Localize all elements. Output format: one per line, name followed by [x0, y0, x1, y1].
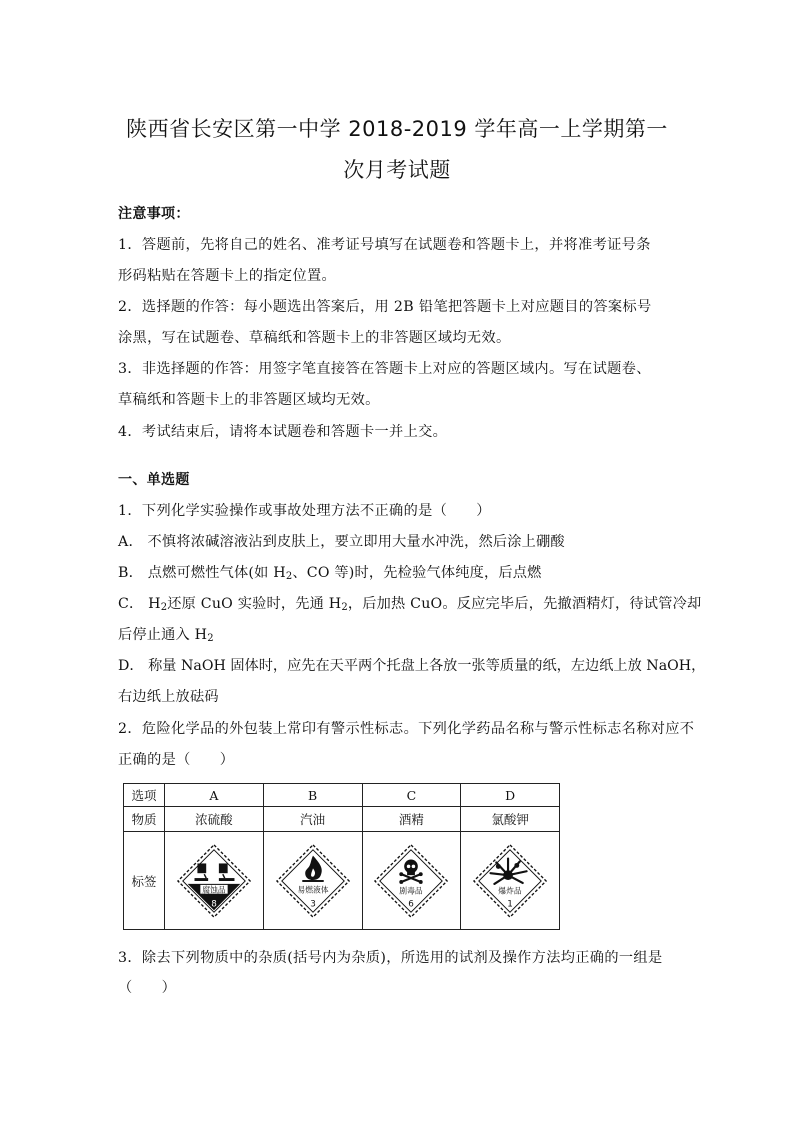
label-number: 3 — [309, 898, 316, 909]
skull-icon — [372, 842, 450, 920]
question-2-stem: 2．危险化学品的外包装上常印有警示性标志。下列化学药品名称与警示性标志名称对应不 — [118, 721, 695, 737]
question-1-option-c-cont: 后停止通入 $H_2$ — [118, 627, 214, 644]
question-3-stem: 3．除去下列物质中的杂质(括号内为杂质)，所选用的试剂及操作方法均正确的一组是 — [118, 950, 663, 966]
substance-cell: 酒精 — [362, 807, 461, 832]
label-name: 剧毒品 — [399, 886, 424, 896]
row-header-option: 选项 — [124, 784, 165, 807]
question-1-option-d-cont: 右边纸上放砝码 — [118, 689, 219, 705]
substance-cell: 氯酸钾 — [461, 807, 560, 832]
notice-line: 4．考试结束后，请将本试题卷和答题卡一并上交。 — [118, 424, 448, 440]
notice-line: 草稿纸和答题卡上的非答题区域均无效。 — [118, 392, 380, 408]
hazard-label-table — [123, 783, 560, 930]
label-cell — [461, 832, 560, 930]
notice-line: 2．选择题的作答：每小题选出答案后，用 2B 铅笔把答题卡上对应题目的答案标号 — [118, 299, 652, 315]
question-1-stem: 1．下列化学实验操作或事故处理方法不正确的是（ ） — [118, 503, 491, 519]
exam-title-line2: 次月考试题 — [343, 158, 451, 182]
row-header-label: 标签 — [124, 832, 165, 930]
notice-line: 形码粘贴在答题卡上的指定位置。 — [118, 268, 337, 284]
label-name: 腐蚀品 — [202, 885, 226, 895]
option-cell: D — [461, 784, 560, 807]
question-1-option-d: D． 称量 NaOH 固体时，应先在天平两个托盘上各放一张等质量的纸，左边纸上放 NaOH， — [118, 658, 706, 674]
exam-title-line1: 陕西省长安区第一中学 2018-2019 学年高一上学期第一 — [126, 117, 668, 141]
question-1-option-c: C． $H_2$还原 CuO 实验时，先通 $H_2$，后加热 CuO。反应完毕后，先撤酒精灯，待试管冷却 — [118, 596, 702, 613]
notice-line: 3．非选择题的作答：用签字笔直接答在答题卡上对应的答题区域内。写在试题卷、 — [118, 361, 651, 377]
question-1-option-a: A． 不慎将浓碱溶液沾到皮肤上，要立即用大量水冲洗，然后涂上硼酸 — [118, 534, 565, 550]
option-cell: A — [165, 784, 264, 807]
question-1-option-b: B． 点燃可燃性气体(如 $H_2$、CO 等)时，先检验气体纯度，后点燃 — [118, 565, 542, 582]
label-number: 6 — [408, 898, 415, 909]
option-cell: B — [263, 784, 362, 807]
row-header-substance: 物质 — [124, 807, 165, 832]
label-number: 1 — [507, 898, 513, 909]
corrosive-icon — [175, 842, 253, 920]
label-cell — [165, 832, 264, 930]
notice-line: 涂黑，写在试题卷、草稿纸和答题卡上的非答题区域均无效。 — [118, 330, 511, 346]
explosion-icon — [471, 842, 549, 920]
notice-heading: 注意事项： — [118, 206, 190, 222]
label-cell — [362, 832, 461, 930]
label-number: 8 — [211, 898, 217, 909]
label-cell — [263, 832, 362, 930]
substance-cell: 汽油 — [263, 807, 362, 832]
substance-cell: 浓硫酸 — [165, 807, 264, 832]
question-2-stem-cont: 正确的是（ ） — [118, 752, 235, 768]
label-name: 爆炸品 — [498, 886, 522, 896]
option-cell: C — [362, 784, 461, 807]
label-name: 易燃液体 — [297, 885, 329, 895]
notice-line: 1．答题前，先将自己的姓名、准考证号填写在试题卷和答题卡上，并将准考证号条 — [118, 237, 651, 253]
flame-icon — [274, 842, 352, 920]
question-3-stem-cont: （ ） — [118, 980, 177, 996]
section-heading: 一、单选题 — [118, 472, 190, 488]
